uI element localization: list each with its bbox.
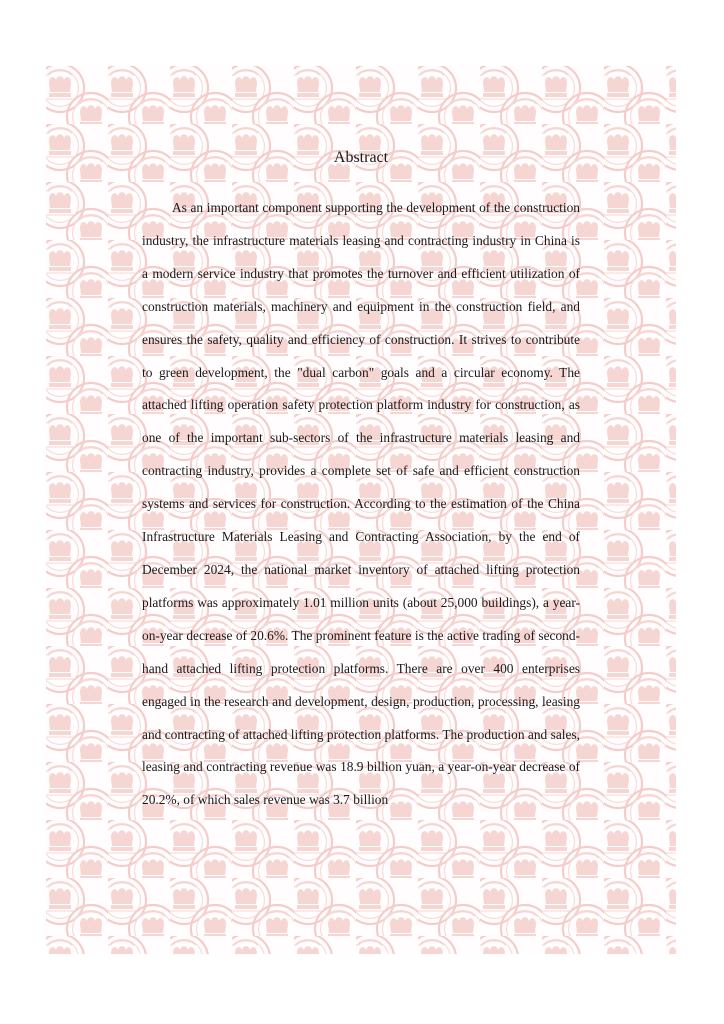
page-title: Abstract [333,149,389,166]
abstract-paragraph: As an important component supporting the development of the construction industry, the infrastructure materials leasing and contracting industry in China is a modern service industry that promotes the turnover and efficient utilization of construction materials, machinery and equipment in the construction field, and ensures the safety, quality and efficiency of construction. It strives to contribute to green development, the "dual carbon" goals and a circular economy. The attached lifting operation safety protection platform industry for construction, as one of the important sub-sectors of the infrastructure materials leasing and contracting industry, provides a complete set of safe and efficient construction systems and services for construction. According to the estimation of the China Infrastructure Materials Leasing and Contracting Association, by the end of December 2024, the national market inventory of attached lifting protection platforms was approximately 1.01 million units (about 25,000 buildings), a year-on-year decrease of 20.6%. The prominent feature is the active trading of second-hand attached lifting protection platforms. There are over 400 enterprises engaged in the research and development, design, production, processing, leasing and contracting of attached lifting protection platforms. The production and sales, leasing and contracting revenue was 18.9 billion yuan, a year-on-year decrease of 20.2%, of which sales revenue was 3.7 billion [142,200,580,808]
abstract-section [142,148,580,817]
